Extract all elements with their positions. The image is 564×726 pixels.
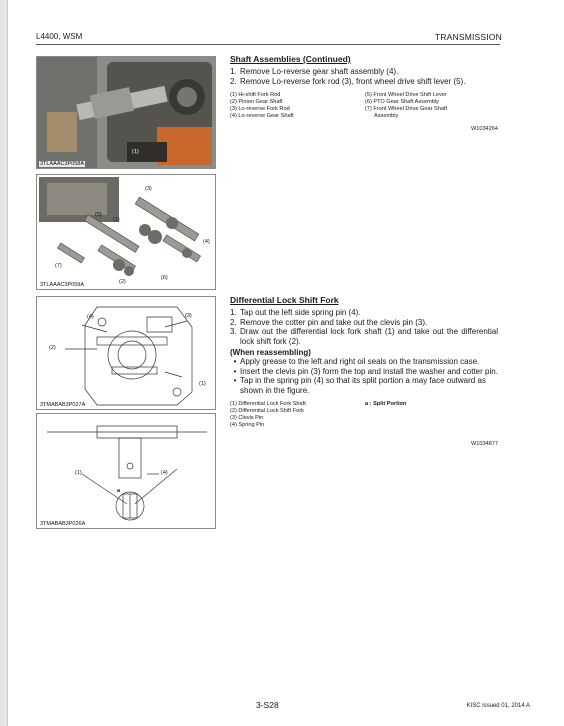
figure-differential-lock: [36, 296, 216, 410]
legend-item: (2) Differential Lock Shift Fork: [230, 408, 304, 414]
page-number: 3-S28: [256, 700, 279, 710]
figure-id: 3TLAAAC3P059A: [40, 282, 85, 288]
step-number: 1.: [230, 67, 237, 76]
legend-item: [365, 422, 495, 429]
legend-item: (4) Spring Pin: [230, 422, 265, 428]
figure-2-illustration: [37, 175, 216, 290]
header-manual-id: L4400, WSM: [36, 32, 83, 41]
step-text: Remove Lo-reverse gear shaft assembly (4).: [240, 67, 399, 76]
legend-item: a : Split Portion: [365, 401, 407, 407]
figure-shaft-removal-photo: [36, 56, 216, 169]
step-text: Draw out the differential lock fork shaft (1) and take out the differential lock shift fork (2).: [240, 327, 498, 346]
legend-item: (1) Hi-shift Fork Rod: [230, 92, 281, 98]
callout-label: (3): [185, 313, 192, 319]
figure-4-illustration: [37, 414, 216, 529]
callout-label: (4): [161, 470, 168, 476]
step-text: Tap out the left side spring pin (4).: [240, 308, 361, 317]
bullet-item: [230, 376, 498, 395]
callout-label: (4): [203, 239, 210, 245]
issue-info: KISC issued 01, 2014 A: [466, 703, 530, 709]
step-number: 2.: [230, 76, 237, 86]
step-text: Remove the cotter pin and take out the clevis pin (3).: [240, 317, 428, 327]
legend-item: Assembly: [365, 113, 399, 119]
figure-spring-pin-detail: [36, 413, 216, 529]
callout-label: (5): [95, 212, 102, 218]
callout-label: (1): [199, 381, 206, 387]
section-title: Shaft Assemblies (Continued): [230, 54, 351, 64]
procedure-step: [230, 327, 498, 346]
document-code: W1034264: [470, 126, 498, 132]
bullet-item: [230, 357, 498, 367]
step-number: 3.: [230, 327, 237, 336]
bullet-icon: •: [233, 366, 237, 376]
figure-shaft-assemblies: [36, 174, 216, 290]
section-title: Differential Lock Shift Fork: [230, 295, 339, 305]
figure-id: 3TMABAB3P026A: [40, 521, 86, 527]
callout-label: a: [117, 488, 121, 494]
legend-item: (6) PTO Gear Shaft Assembly: [365, 99, 439, 105]
legend-item: (3) Lo-reverse Fork Rod: [230, 106, 290, 112]
procedure-step: [230, 67, 498, 77]
procedure-step: [230, 77, 498, 87]
callout-label: (2): [49, 345, 56, 351]
callout-label: (1): [75, 470, 82, 476]
legend-item: (5) Front Wheel Drive Shift Lever: [365, 92, 447, 98]
reassembling-title: (When reassembling): [230, 348, 311, 357]
legend-item: (7) Front Wheel Drive Gear Shaft: [365, 106, 448, 112]
figure-id: 3TMABAB3P027A: [40, 402, 86, 408]
document-code: W1034877: [470, 441, 498, 447]
parts-legend: [230, 401, 498, 429]
procedure-step: [230, 308, 498, 318]
figure-1-illustration: [37, 57, 216, 169]
bullet-item: [230, 367, 498, 377]
step-number: 2.: [230, 317, 237, 327]
legend-item: [365, 415, 495, 422]
differential-lock-section: [230, 295, 498, 447]
procedure-step: [230, 318, 498, 328]
header-rule: [36, 44, 500, 45]
bullet-icon: •: [233, 357, 237, 366]
bullet-icon: •: [233, 376, 237, 385]
page-edge: [0, 0, 8, 726]
header-section: TRANSMISSION: [434, 32, 502, 42]
callout-label: (7): [55, 263, 62, 269]
legend-item: (4) Lo-reverse Gear Shaft: [230, 113, 294, 119]
figure-id: 3TLAAAC3P058A: [40, 161, 85, 167]
shaft-assemblies-section: [230, 54, 498, 132]
callout-label: (4): [87, 314, 94, 320]
parts-legend: [230, 92, 498, 120]
callout-label: (3): [145, 186, 152, 192]
legend-item: (3) Clevis Pin: [230, 415, 264, 421]
legend-item: [365, 408, 495, 415]
bullet-text: Apply grease to the left and right oil seals on the transmission case.: [240, 357, 480, 366]
bullet-text: Insert the clevis pin (3) form the top and install the washer and cotter pin.: [240, 366, 498, 376]
step-text: Remove Lo-reverse fork rod (3), front wheel drive shift lever (5).: [240, 76, 466, 86]
bullet-text: Tap in the spring pin (4) so that its split portion a may face outward as shown in the figure.: [240, 376, 486, 395]
callout-label: (2): [119, 279, 126, 285]
callout-label: (1): [132, 149, 139, 155]
callout-label: (1): [113, 217, 120, 223]
legend-item: (2) Pinion Gear Shaft: [230, 99, 283, 105]
legend-item: (1) Differential Lock Fork Shaft: [230, 401, 306, 407]
step-number: 1.: [230, 308, 237, 317]
callout-label: (6): [161, 275, 168, 281]
